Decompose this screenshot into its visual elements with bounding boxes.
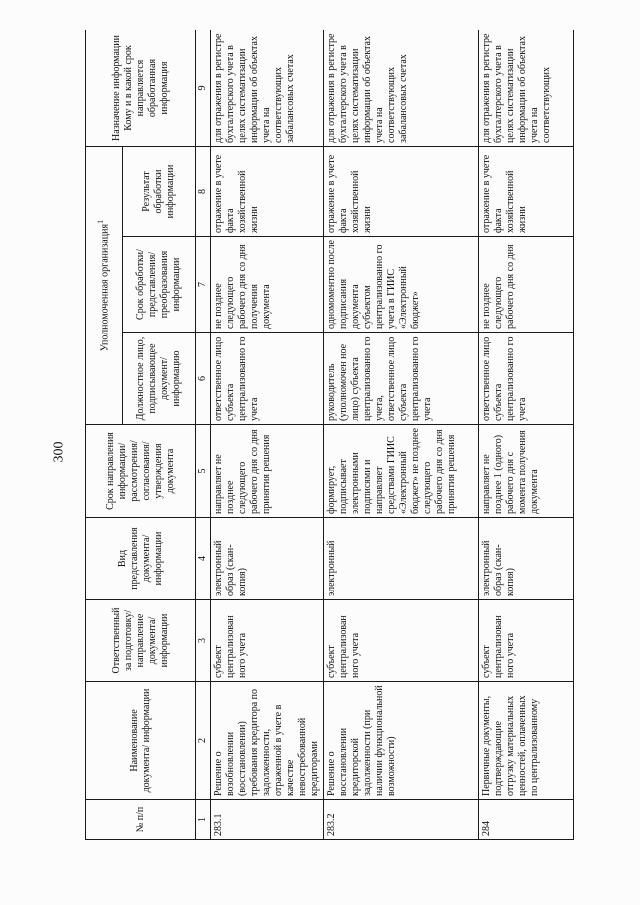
column-number: 8 (196, 147, 211, 237)
row-deadline: формирует, подписывает электронными подписями и направляет средствами ГИИС «Электронный бюджет» не позднее следующего рабочего дня со дня принятия решения (324, 425, 479, 518)
col-header-purpose: Назначение информации Кому и в какой срок направляется обработанная информация (86, 30, 196, 147)
row-official: руководитель (уполномочен ное лицо) субъекта централизованно го учета, ответственное лицо субъекта централизованно го учета (324, 333, 479, 425)
row-result: отражение в учете факта хозяйственной жизни (324, 147, 479, 237)
row-number: 284 (479, 800, 574, 840)
col-header-name: Наименование документа/ информации (86, 682, 196, 800)
row-number: 283.2 (324, 800, 479, 840)
row-responsible: субъект централизован ного учета (324, 600, 479, 682)
column-number: 1 (196, 800, 211, 840)
row-deadline: направляет не позднее 1 (одного) рабочего дня с момента получения документа (479, 425, 574, 518)
column-number: 5 (196, 425, 211, 518)
table-row (211, 30, 324, 840)
row-result: отражение в учете факта хозяйственной жизни (211, 147, 324, 237)
row-kind: электронный образ (скан-копия) (479, 518, 574, 600)
row-document-name: Решение о возобновлении (восстановлении) требования кредитора по задолженности, отраженной в учете в качестве невостребованной кредиторами (211, 682, 324, 800)
column-number: 9 (196, 30, 211, 147)
row-official: ответственное лицо субъекта централизованно го учета (479, 333, 574, 425)
col-header-official: Должностное лицо, подписывающее документ/ информацию (123, 333, 196, 425)
column-number: 4 (196, 518, 211, 600)
col-header-kind: Вид представления документа/ информации (86, 518, 196, 600)
row-processing-time: одномоментно после подписания документа субъектом централизованно го учета в ГИИС «Электронный бюджет» (324, 237, 479, 333)
col-header-deadline: Срок направления информации/ рассмотрения/ согласования/ утверждения документа (86, 425, 196, 518)
table-row (324, 30, 479, 840)
row-deadline: направляет не позднее следующего рабочего дня со дня принятия решения (211, 425, 324, 518)
row-purpose: для отражения в регистре бухгалтерского учета в целях систематизации информации об объектах учета на соответствующих (479, 30, 574, 147)
row-number: 283.1 (211, 800, 324, 840)
rotated-table-container (85, 30, 595, 840)
column-numbers-row (196, 30, 211, 840)
table-viewport (85, 30, 595, 840)
group-header-footnote: 1 (96, 219, 106, 224)
header-row-1 (86, 30, 123, 840)
group-header-text: Уполномоченная организация (99, 223, 111, 352)
row-document-name: Первичные документы, подтверждающие отгрузку материальных ценностей, оплаченных по централизованному (479, 682, 574, 800)
row-responsible: субъект централизован ного учета (479, 600, 574, 682)
row-purpose: для отражения в регистре бухгалтерского учета в целях систематизации информации об объектах учета на соответствующих забалансовых счетах (324, 30, 479, 147)
column-number: 2 (196, 682, 211, 800)
row-result: отражение в учете факта хозяйственной жизни (479, 147, 574, 237)
row-official: ответственное лицо субъекта централизованно го учета (211, 333, 324, 425)
col-header-responsible: Ответственный за подготовку/ направление документа/ информации (86, 600, 196, 682)
table-row (479, 30, 574, 840)
row-kind: электронный (324, 518, 479, 600)
row-kind: электронный образ (скан-копия) (211, 518, 324, 600)
row-processing-time: не позднее следующего рабочего дня со дня получения документа (211, 237, 324, 333)
column-number: 3 (196, 600, 211, 682)
column-number: 6 (196, 333, 211, 425)
row-responsible: субъект централизован ного учета (211, 600, 324, 682)
row-document-name: Решение о восстановлении кредиторской задолженности (при наличии функциональной возможности) (324, 682, 479, 800)
col-header-processing-time: Срок обработки/ представления/ преобразования информации (123, 237, 196, 333)
column-number: 7 (196, 237, 211, 333)
row-purpose: для отражения в регистре бухгалтерского учета в целях систематизации информации об объектах учета на соответствующих забалансовых счетах (211, 30, 324, 147)
col-header-no: № п/п (86, 800, 196, 840)
group-header-authorized-org (86, 147, 123, 425)
row-processing-time: не позднее следующего рабочего дня со дня (479, 237, 574, 333)
page-number: 300 (51, 441, 66, 463)
regulation-table (85, 30, 574, 840)
col-header-result: Результат обработки информации (123, 147, 196, 237)
